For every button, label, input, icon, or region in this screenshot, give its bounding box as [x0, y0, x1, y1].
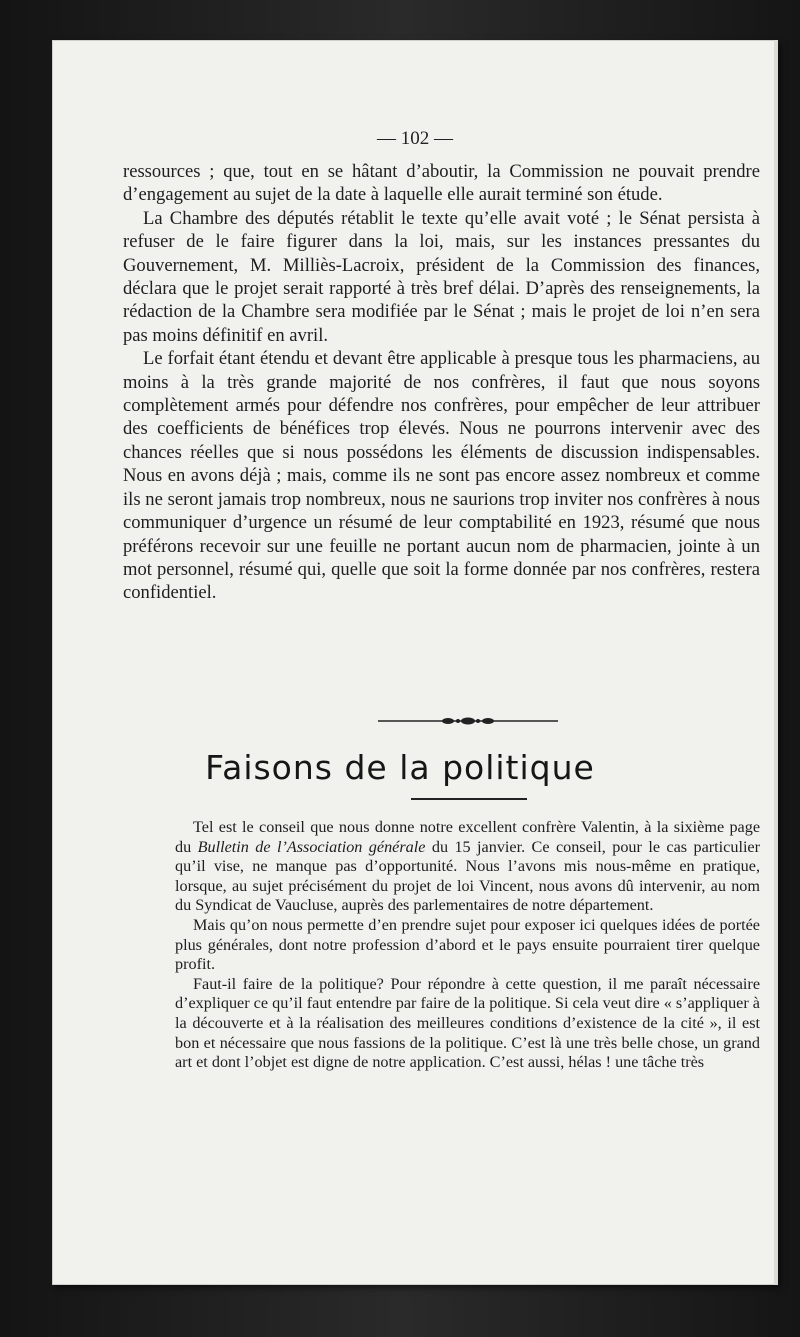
paragraph-valentin [175, 818, 760, 916]
paragraph-idees: Mais qu’on nous permette d’en prendre sujet pour exposer ici quelques idées de portée plus générales, dont notre profession d’abord et le pays ensuite pourraient tirer quelque profit. [175, 915, 760, 974]
paragraph-continuation: ressources ; que, tout en se hâtant d’aboutir, la Commission ne pouvait prendre d’engagement au sujet de la date à laquelle elle aurait terminé son étude. [123, 161, 760, 206]
paragraph-politique: Faut-il faire de la politique? Pour répondre à cette question, il me paraît nécessaire d’expliquer ce qu’il faut entendre par faire de la politique. Si cela veut dire « s’appliquer à la découverte et à la réalisation des meilleures conditions d’existence de la cité », il est bon et nécessaire que nous fassions de la politique. C’est là une très belle chose, un grand art et dont l’objet est digne de notre application. C’est aussi, hélas ! une tâche très [175, 974, 760, 1072]
top-text-block [123, 160, 760, 605]
paragraph-valentin-text-end: du 15 janvier. Ce conseil, pour le cas particulier qu’il vise, ne manque pas d’opportunité. Nous l’avons mis nous-même en pratique, lorsque, au sujet précisément du projet de loi Vincent, nous avons dû intervenir, au nom du Syndicat de Vaucluse, auprès des parlementaires de notre département. [175, 837, 761, 915]
title-underline [411, 798, 527, 800]
section-title: Faisons de la politique [205, 748, 595, 787]
section-text-block [175, 818, 760, 1073]
page-number: — 102 — [377, 128, 453, 149]
paragraph-forfait: Le forfait étant étendu et devant être applicable à presque tous les pharmaciens, au moins à la très grande majorité de nos confrères, il faut que nous soyons complètement armés pour défendre nos confrères, pour empêcher de leur attribuer des coefficients de bénéfices trop élevés. Nous ne pourrons intervenir avec des chances réelles que si nous possédons les éléments de discussion indispensables. Nous en avons déjà ; mais, comme ils ne sont pas encore assez nombreux et comme ils ne seront jamais trop nombreux, nous ne saurions trop inviter nos confrères à nous communiquer d’urgence un résumé de leur comptabilité en 1923, résumé que nous préférons recevoir sur une feuille ne portant aucun nom de pharmacien, jointe à un mot personnel, résumé qui, quelle que soit la forme donnée par nos confrères, restera confidentiel. [123, 348, 760, 604]
paragraph-chambre-senat: La Chambre des députés rétablit le texte qu’elle avait voté ; le Sénat persista à refuser de le faire figurer dans la loi, mais, sur les instances pressantes du Gouvernement, M. Milliès-Lacroix, président de la Commission des finances, déclara que le projet serait rapporté à très bref délai. D’après des renseignements, la rédaction de la Chambre sera modifiée par le Sénat ; mais le projet de loi n’en sera pas moins définitif en avril. [123, 207, 760, 346]
bulletin-title: Bulletin de l’Association générale [197, 837, 426, 856]
page-edge [774, 40, 778, 1285]
paragraph-valentin-text-start: Tel est le conseil que nous donne notre excellent confrère Valentin, à la sixième page du [175, 818, 760, 856]
section-ornament [378, 715, 558, 727]
